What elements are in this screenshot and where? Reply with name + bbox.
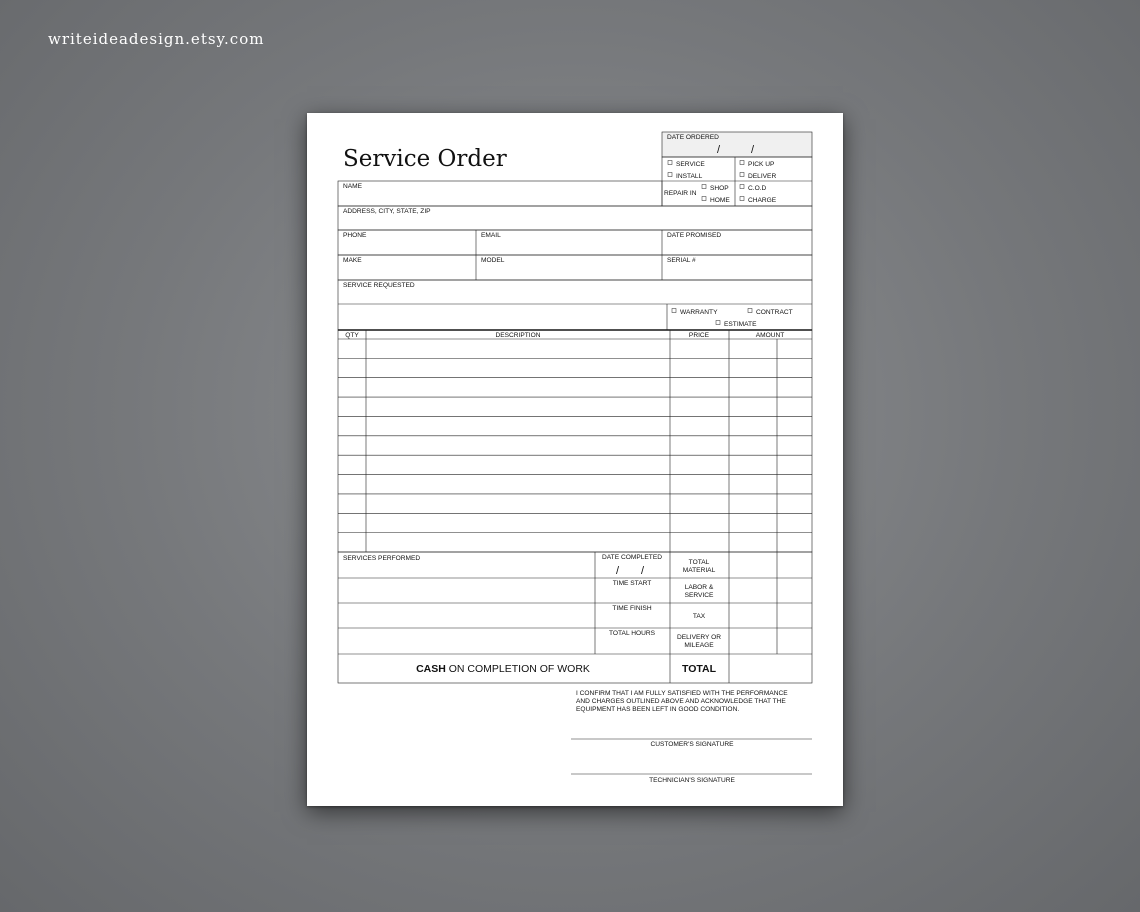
repair-in-label: REPAIR IN bbox=[664, 190, 697, 197]
table-row[interactable] bbox=[338, 436, 812, 455]
cod-option-label: C.O.D bbox=[748, 185, 767, 192]
shop-checkbox[interactable] bbox=[702, 185, 706, 189]
form-title: Service Order bbox=[343, 146, 507, 172]
amount-header: AMOUNT bbox=[755, 332, 785, 339]
email-field[interactable] bbox=[476, 230, 662, 255]
make-label: MAKE bbox=[343, 257, 362, 264]
service-order-form bbox=[307, 113, 843, 806]
total-amount-field[interactable] bbox=[729, 654, 812, 683]
price-header: PRICE bbox=[688, 332, 710, 339]
shop-option-label: SHOP bbox=[710, 185, 729, 192]
service-order-sheet bbox=[307, 113, 843, 806]
table-row[interactable] bbox=[338, 494, 812, 513]
table-row[interactable] bbox=[338, 475, 812, 494]
name-field[interactable] bbox=[338, 181, 662, 206]
service-option-label: SERVICE bbox=[676, 161, 705, 168]
pickup-option-label: PICK UP bbox=[748, 161, 775, 168]
date-ordered-label: DATE ORDERED bbox=[667, 134, 719, 141]
date-ordered-slash-2: / bbox=[751, 144, 755, 156]
table-row[interactable] bbox=[338, 513, 812, 532]
phone-label: PHONE bbox=[343, 232, 367, 239]
time-finish-label: TIME FINISH bbox=[612, 605, 652, 612]
total-label: TOTAL bbox=[681, 663, 717, 675]
table-row[interactable] bbox=[338, 455, 812, 474]
cod-checkbox[interactable] bbox=[740, 185, 744, 189]
service-checkbox[interactable] bbox=[668, 161, 672, 165]
warranty-checkbox[interactable] bbox=[672, 309, 676, 313]
charge-option-label: CHARGE bbox=[748, 197, 777, 204]
time-start-label: TIME START bbox=[612, 580, 652, 587]
contract-option-label: CONTRACT bbox=[756, 309, 793, 316]
watermark-text: writeideadesign.etsy.com bbox=[48, 30, 265, 48]
services-performed-label: SERVICES PERFORMED bbox=[343, 555, 421, 562]
confirm-line-3: EQUIPMENT HAS BEEN LEFT IN GOOD CONDITION. bbox=[576, 706, 740, 713]
table-row[interactable] bbox=[338, 378, 812, 397]
model-label: MODEL bbox=[481, 257, 505, 264]
date-promised-label: DATE PROMISED bbox=[667, 232, 722, 239]
delivery-mileage-label-1: DELIVERY OR bbox=[676, 634, 722, 641]
home-option-label: HOME bbox=[710, 197, 730, 204]
technician-signature-label: TECHNICIAN'S SIGNATURE bbox=[649, 777, 735, 784]
tax-label: TAX bbox=[692, 613, 706, 620]
date-ordered-slash-1: / bbox=[717, 144, 721, 156]
name-label: NAME bbox=[343, 183, 363, 190]
table-row[interactable] bbox=[338, 533, 812, 552]
cash-bold-text: CASH bbox=[416, 663, 446, 675]
qty-header: QTY bbox=[345, 332, 359, 339]
estimate-option-label: ESTIMATE bbox=[724, 321, 757, 328]
confirm-line-2: AND CHARGES OUTLINED ABOVE AND ACKNOWLEDGE THAT THE bbox=[576, 698, 786, 705]
items-table bbox=[338, 330, 812, 552]
date-completed-slash-1: / bbox=[616, 565, 620, 577]
services-performed-field[interactable] bbox=[338, 552, 595, 654]
address-label: ADDRESS, CITY, STATE, ZIP bbox=[343, 208, 431, 215]
install-option-label: INSTALL bbox=[676, 173, 703, 180]
total-material-label-2: MATERIAL bbox=[682, 567, 716, 574]
delivery-mileage-label-2: MILEAGE bbox=[684, 642, 714, 649]
cash-on-completion-text bbox=[416, 663, 590, 675]
service-requested-label: SERVICE REQUESTED bbox=[343, 282, 415, 289]
warranty-option-label: WARRANTY bbox=[680, 309, 718, 316]
deliver-option-label: DELIVER bbox=[748, 173, 777, 180]
email-label: EMAIL bbox=[481, 232, 501, 239]
table-row[interactable] bbox=[338, 397, 812, 416]
pickup-checkbox[interactable] bbox=[740, 161, 744, 165]
date-completed-slash-2: / bbox=[641, 565, 645, 577]
contract-checkbox[interactable] bbox=[748, 309, 752, 313]
labor-service-label-1: LABOR & bbox=[684, 584, 714, 591]
cash-rest-text: ON COMPLETION OF WORK bbox=[445, 663, 590, 675]
labor-service-label-2: SERVICE bbox=[684, 592, 714, 599]
charge-checkbox[interactable] bbox=[740, 197, 744, 201]
home-checkbox[interactable] bbox=[702, 197, 706, 201]
description-header: DESCRIPTION bbox=[495, 332, 541, 339]
install-checkbox[interactable] bbox=[668, 173, 672, 177]
date-completed-label: DATE COMPLETED bbox=[602, 554, 662, 561]
table-row[interactable] bbox=[338, 339, 812, 358]
confirm-line-1: I CONFIRM THAT I AM FULLY SATISFIED WITH THE PERFORMANCE bbox=[576, 690, 788, 697]
table-row[interactable] bbox=[338, 358, 812, 377]
total-hours-label: TOTAL HOURS bbox=[608, 630, 656, 637]
estimate-checkbox[interactable] bbox=[716, 321, 720, 325]
deliver-checkbox[interactable] bbox=[740, 173, 744, 177]
customer-signature-label: CUSTOMER'S SIGNATURE bbox=[650, 741, 734, 748]
serial-label: SERIAL # bbox=[667, 257, 696, 264]
table-row[interactable] bbox=[338, 416, 812, 435]
total-material-label-1: TOTAL bbox=[688, 559, 710, 566]
